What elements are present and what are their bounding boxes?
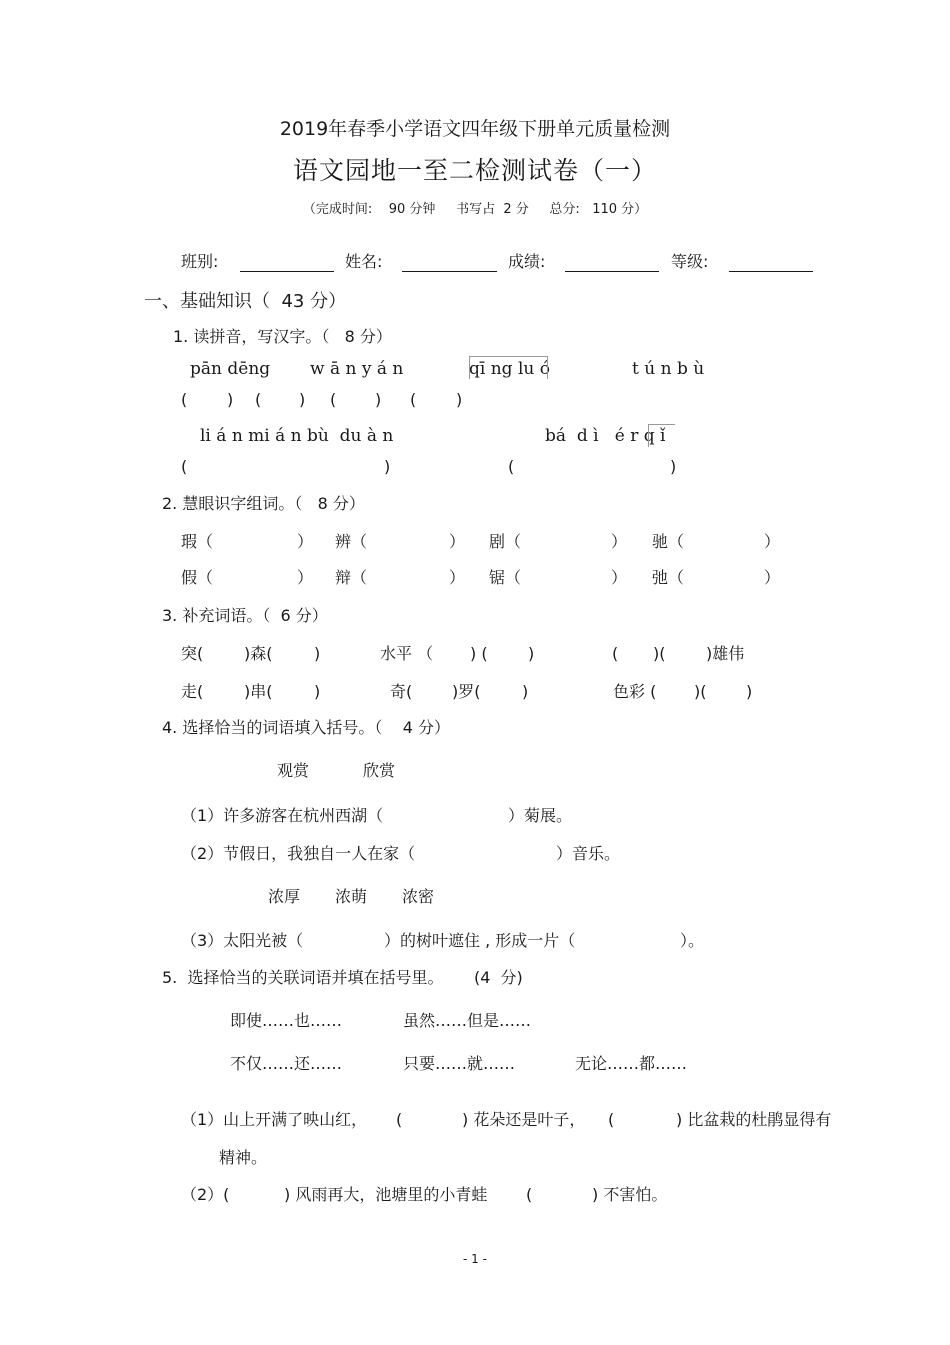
pinyin-2: w ā n y á n — [310, 359, 404, 379]
question-2-title: 2. 慧眼识字组词。（ 8 分） — [162, 494, 365, 513]
q3-part: )( — [694, 682, 707, 701]
pinyin-grid-box — [469, 356, 548, 379]
q2-close: ） — [611, 568, 628, 587]
word-option: 观赏 — [277, 761, 310, 780]
q3-part: ) — [314, 682, 321, 701]
q2-close: ） — [764, 532, 781, 551]
q5-item-2-end: ) 不害怕。 — [592, 1185, 668, 1204]
q2-close: ） — [764, 568, 781, 587]
word-option: 浓厚 — [268, 887, 301, 906]
page-number: - 1 - — [463, 1252, 487, 1266]
grade-blank[interactable] — [729, 271, 813, 272]
q3-part: ) — [528, 644, 535, 663]
q5-bracket: ( — [608, 1110, 615, 1129]
conjunction-option: 只要……就…… — [403, 1054, 516, 1073]
q4-item-1: （1）许多游客在杭州西湖（ — [181, 806, 384, 825]
q3-part: 突( — [181, 644, 204, 663]
q3-part: 走( — [181, 682, 204, 701]
q5-bracket: ( — [526, 1185, 533, 1204]
q2-char: 瑕（ — [181, 532, 214, 551]
q3-part: 色彩 ( — [613, 682, 657, 701]
bracket-close: ) — [456, 390, 463, 409]
q5-item-1-mid: ) 花朵还是叶子， — [462, 1110, 586, 1129]
conjunction-option: 无论……都…… — [575, 1054, 688, 1073]
q5-item-1-cont: 精神。 — [219, 1148, 268, 1167]
q3-part: )( — [653, 644, 666, 663]
q3-part: )雄伟 — [706, 644, 745, 663]
q2-char: 假（ — [181, 568, 214, 587]
q5-item-1: （1）山上开满了映山红， — [181, 1110, 368, 1129]
pinyin-6: bá d ì é r q ǐ — [545, 426, 666, 446]
score-blank[interactable] — [565, 271, 659, 272]
bracket-close: ) — [227, 390, 234, 409]
q2-close: ） — [297, 532, 314, 551]
bracket-close: ) — [375, 390, 382, 409]
question-3-title: 3. 补充词语。（ 6 分） — [162, 606, 328, 625]
bracket-open: ( — [181, 457, 188, 476]
q5-bracket: ( — [396, 1110, 403, 1129]
word-option: 浓萌 — [335, 887, 368, 906]
q3-part: 水平 （ — [380, 644, 434, 663]
pinyin-3: qī ng lu ó — [469, 359, 550, 379]
q2-char: 辩（ — [335, 568, 368, 587]
q3-part: ) — [746, 682, 753, 701]
q3-part: )森( — [244, 644, 273, 663]
pinyin-1: pān dēng — [190, 359, 271, 379]
q3-part: ( — [612, 644, 619, 663]
score-label: 成绩: — [508, 252, 546, 271]
q2-char: 辨（ — [335, 532, 368, 551]
q2-char: 驰（ — [652, 532, 685, 551]
exam-info: （完成时间: 90 分钟 书写占 2 分 总分: 110 分） — [302, 202, 648, 217]
bracket-open: ( — [508, 457, 515, 476]
q3-part: 奇( — [390, 682, 413, 701]
q4-item-1-end: ）菊展。 — [508, 806, 573, 825]
q4-item-3-end: ）。 — [680, 931, 705, 950]
q2-char: 剧（ — [489, 532, 522, 551]
q3-part: )罗( — [452, 682, 481, 701]
q4-item-3-mid: ）的树叶遮住 , 形成一片（ — [384, 931, 576, 950]
bracket-close: ) — [670, 457, 677, 476]
bracket-open: ( — [330, 390, 337, 409]
bracket-open: ( — [410, 390, 417, 409]
bracket-close: ) — [299, 390, 306, 409]
grade-label: 等级: — [671, 252, 709, 271]
pinyin-grid-box — [648, 424, 675, 447]
q5-item-1-end: ) 比盆栽的杜鹃显得有 — [676, 1110, 832, 1129]
name-blank[interactable] — [402, 271, 497, 272]
q2-close: ） — [449, 532, 466, 551]
class-label: 班别: — [181, 252, 219, 271]
name-label: 姓名: — [345, 252, 383, 271]
pinyin-4: t ú n b ù — [632, 359, 705, 379]
section-title: 一、基础知识（ 43 分） — [144, 291, 347, 312]
q2-close: ） — [449, 568, 466, 587]
q4-item-2: （2）节假日，我独自一人在家（ — [181, 844, 416, 863]
question-4-title: 4. 选择恰当的词语填入括号。（ 4 分） — [162, 718, 450, 737]
bracket-open: ( — [255, 390, 262, 409]
class-blank[interactable] — [240, 271, 334, 272]
q5-item-2: （2）( — [181, 1185, 230, 1204]
q4-item-3: （3）太阳光被（ — [181, 931, 304, 950]
pinyin-5: li á n mi á n bù du à n — [200, 426, 394, 446]
conjunction-option: 虽然……但是…… — [403, 1011, 532, 1030]
q3-part: ) — [314, 644, 321, 663]
q2-close: ） — [297, 568, 314, 587]
q4-item-2-end: ）音乐。 — [556, 844, 621, 863]
bracket-open: ( — [181, 390, 188, 409]
conjunction-option: 即使……也…… — [230, 1011, 343, 1030]
exam-subtitle: 语文园地一至二检测试卷（一） — [292, 156, 657, 185]
q2-close: ） — [611, 532, 628, 551]
question-1-title: 1. 读拼音，写汉字。（ 8 分） — [173, 327, 392, 346]
bracket-close: ) — [384, 457, 391, 476]
word-option: 欣赏 — [363, 761, 396, 780]
q3-part: ) ( — [470, 644, 488, 663]
q5-item-2-mid: ) 风雨再大，池塘里的小青蛙 — [284, 1185, 488, 1204]
question-5-title: 5. 选择恰当的关联词语并填在括号里。 (4 分) — [162, 968, 523, 987]
q3-part: ) — [522, 682, 529, 701]
q2-char: 弛（ — [652, 568, 685, 587]
conjunction-option: 不仅……还…… — [230, 1054, 343, 1073]
exam-header-title: 2019年春季小学语文四年级下册单元质量检测 — [279, 118, 671, 140]
q3-part: )串( — [244, 682, 273, 701]
q2-char: 锯（ — [489, 568, 522, 587]
word-option: 浓密 — [402, 887, 435, 906]
